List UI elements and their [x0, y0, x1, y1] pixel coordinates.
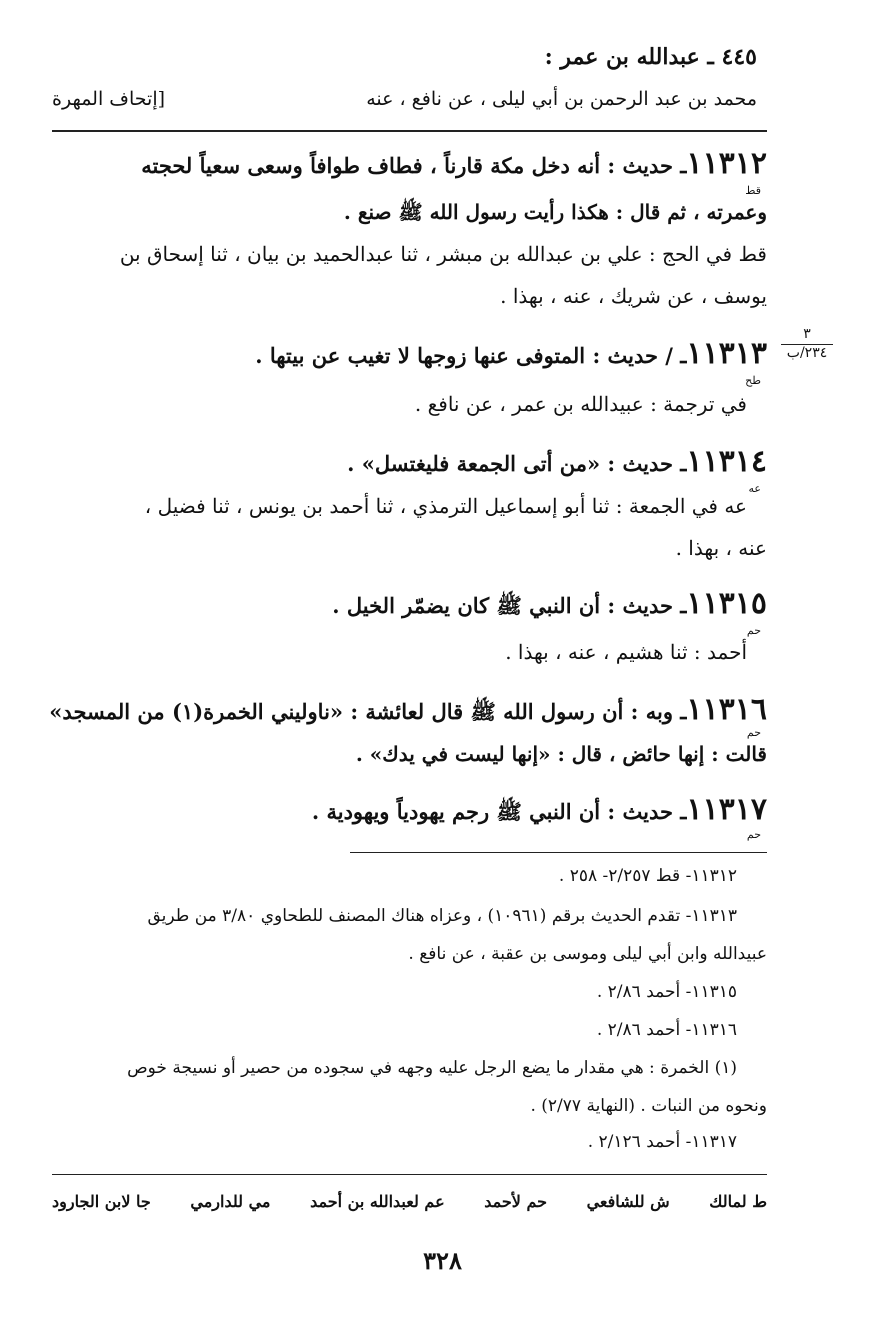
- footnote-line: ١١٣١٥- أحمد ٢/٨٦ .: [596, 982, 737, 1002]
- margin-folio-note: [781, 326, 833, 361]
- hadith-number: ١١٣١٦: [686, 692, 767, 727]
- footnote-line: ١١٣١٣- تقدم الحديث برقم (١٠٩٦١) ، وعزاه هناك المصنف للطحاوي ٣/٨٠ من طريق: [147, 906, 737, 926]
- hadith-11316: [49, 692, 767, 739]
- hadith-siglum: قط: [745, 184, 761, 197]
- hadith-11315: [52, 586, 767, 637]
- footnote-line: ١١٣١٧- أحمد ٢/١٢٦ .: [587, 1132, 737, 1152]
- legend-item: جا لابن الجارود: [52, 1192, 151, 1211]
- legend-item: ط لمالك: [709, 1192, 767, 1211]
- legend-item: حم لأحمد: [484, 1192, 547, 1211]
- hadith-text: ـ / حديث : المتوفى عنها زوجها لا تغيب عن بيتها .: [255, 343, 687, 368]
- hadith-siglum: حم: [746, 624, 761, 637]
- hadith-11314: [52, 444, 767, 495]
- hadith-text-line: قالت : إنها حائض ، قال : «إنها ليست في يدك» .: [355, 742, 767, 766]
- footnote-line: ١١٣١٢- قط ٢/٢٥٧- ٢٥٨ .: [558, 866, 737, 886]
- hadith-text: ـ وبه : أن رسول الله ﷺ قال لعائشة : «ناوليني الخمرة(١) من المسجد»: [49, 699, 687, 724]
- header-rule: [52, 130, 767, 132]
- legend-rule: [52, 1174, 767, 1175]
- hadith-number: ١١٣١٤: [686, 444, 767, 479]
- abbreviation-legend: [52, 1192, 767, 1211]
- hadith-source-line: عنه ، بهذا .: [675, 536, 767, 560]
- hadith-source-line: في ترجمة : عبيدالله بن عمر ، عن نافع .: [414, 392, 747, 416]
- hadith-number: ١١٣١٥: [686, 586, 767, 621]
- hadith-11313: [52, 336, 767, 387]
- book-name: [إتحاف المهرة: [52, 88, 166, 110]
- margin-note-bottom: ٢٣٤/ب: [786, 345, 828, 361]
- hadith-11317: [52, 792, 767, 841]
- footnote-rule: [350, 852, 767, 853]
- hadith-siglum: طح: [745, 374, 761, 387]
- hadith-text: ـ حديث : أنه دخل مكة قارناً ، فطاف طوافاً وسعى سعياً لحجته: [141, 153, 687, 178]
- legend-item: ش للشافعي: [586, 1192, 670, 1211]
- footnote-line: ونحوه من النبات . (النهاية ٢/٧٧) .: [530, 1096, 767, 1116]
- hadith-11312: [52, 146, 767, 197]
- margin-note-top: ٣: [781, 326, 833, 345]
- section-subtitle: محمد بن عبد الرحمن بن أبي ليلى ، عن نافع ، عنه: [366, 88, 757, 110]
- hadith-source-line: أحمد : ثنا هشيم ، عنه ، بهذا .: [505, 640, 747, 664]
- hadith-text: ـ حديث : أن النبي ﷺ كان يضمّر الخيل .: [332, 593, 687, 618]
- hadith-siglum: عه: [748, 482, 761, 495]
- section-title: ٤٤٥ ـ عبدالله بن عمر :: [544, 44, 757, 70]
- hadith-text: ـ حديث : أن النبي ﷺ رجم يهودياً ويهودية .: [311, 799, 687, 824]
- hadith-number: ١١٣١٧: [686, 792, 767, 827]
- hadith-number: ١١٣١٢: [686, 146, 767, 181]
- footnote-line: عبيدالله وابن أبي ليلى وموسى بن عقبة ، عن نافع .: [408, 944, 767, 964]
- hadith-text-line: وعمرته ، ثم قال : هكذا رأيت رسول الله ﷺ صنع .: [343, 200, 767, 224]
- hadith-source-line: يوسف ، عن شريك ، عنه ، بهذا .: [500, 284, 767, 308]
- hadith-source-line: عه في الجمعة : ثنا أبو إسماعيل الترمذي ، ثنا أحمد بن يونس ، ثنا فضيل ،: [144, 494, 747, 518]
- hadith-number: ١١٣١٣: [686, 336, 767, 371]
- hadith-source-line: قط في الحج : علي بن عبدالله بن مبشر ، ثنا عبدالحميد بن بيان ، ثنا إسحاق بن: [119, 242, 767, 266]
- hadith-siglum: حم: [746, 726, 761, 739]
- legend-item: عم لعبدالله بن أحمد: [310, 1192, 445, 1211]
- footnote-line: (١) الخمرة : هي مقدار ما يضع الرجل عليه وجهه في سجوده من حصير أو نسيجة خوص: [127, 1058, 737, 1078]
- hadith-text: ـ حديث : «من أتى الجمعة فليغتسل» .: [347, 451, 687, 476]
- footnote-line: ١١٣١٦- أحمد ٢/٨٦ .: [596, 1020, 737, 1040]
- hadith-siglum: حم: [746, 828, 761, 841]
- legend-item: مي للدارمي: [190, 1192, 271, 1211]
- page-number: ٣٢٨: [423, 1246, 462, 1275]
